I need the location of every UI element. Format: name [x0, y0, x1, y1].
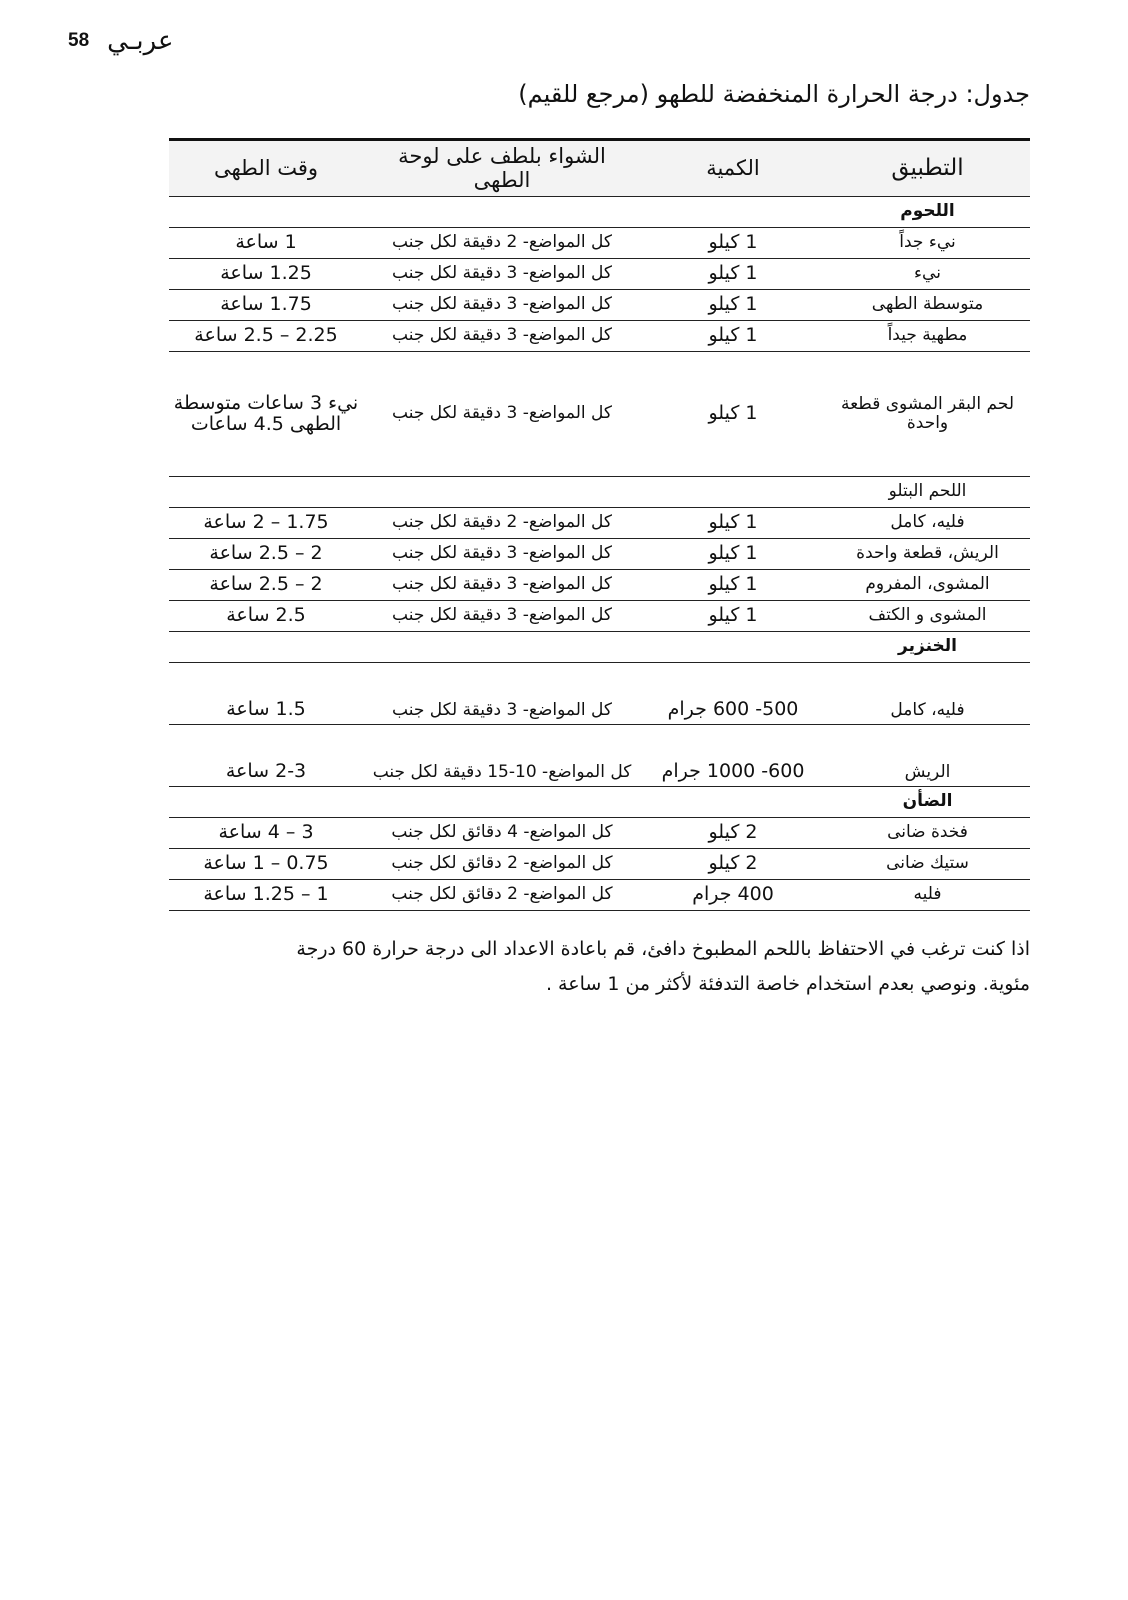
cell-cooking-time: 3 – 4 ساعة — [169, 818, 363, 849]
table-header-row — [169, 140, 1030, 197]
cell-cooking-time: 2.25 – 2.5 ساعة — [169, 321, 363, 352]
cell-cooking-time: 2 – 2.5 ساعة — [169, 570, 363, 601]
cell-searing: كل المواضع- 3 دقيقة لكل جنب — [363, 259, 641, 290]
table-row — [169, 228, 1030, 259]
table-row — [169, 849, 1030, 880]
cell-cooking-time: 1.75 – 2 ساعة — [169, 508, 363, 539]
cell-application: متوسطة الطهى — [825, 290, 1030, 321]
cell-application: فليه، كامل — [825, 508, 1030, 539]
cell-quantity: 600- 1000 جرام — [641, 725, 825, 787]
cell-searing: كل المواضع- 10-15 دقيقة لكل جنب — [363, 725, 641, 787]
section-label: اللحوم — [825, 197, 1030, 228]
empty-cell — [641, 632, 825, 663]
table-row — [169, 725, 1030, 787]
cell-cooking-time: 2.5 ساعة — [169, 601, 363, 632]
cell-quantity: 2 كيلو — [641, 849, 825, 880]
header-cooking-time: وقت الطهى — [169, 140, 363, 197]
cell-application: فليه، كامل — [825, 663, 1030, 725]
cell-searing: كل المواضع- 3 دقيقة لكل جنب — [363, 570, 641, 601]
cell-searing: كل المواضع- 3 دقيقة لكل جنب — [363, 290, 641, 321]
cell-application: فخدة ضانى — [825, 818, 1030, 849]
table-row — [169, 508, 1030, 539]
table-row — [169, 259, 1030, 290]
cell-quantity: 1 كيلو — [641, 352, 825, 477]
cell-quantity: 1 كيلو — [641, 259, 825, 290]
cell-application: نيء — [825, 259, 1030, 290]
table-row — [169, 290, 1030, 321]
footnote — [230, 932, 1030, 1002]
section-label: الخنزير — [825, 632, 1030, 663]
section-row — [169, 197, 1030, 228]
cell-searing: كل المواضع- 4 دقائق لكل جنب — [363, 818, 641, 849]
cell-cooking-time: 1 – 1.25 ساعة — [169, 880, 363, 911]
empty-cell — [641, 787, 825, 818]
table-row — [169, 352, 1030, 477]
header-searing: الشواء بلطف على لوحة الطهى — [363, 140, 641, 197]
section-row — [169, 787, 1030, 818]
cell-application: ستيك ضانى — [825, 849, 1030, 880]
empty-cell — [641, 477, 825, 508]
cell-quantity: 500- 600 جرام — [641, 663, 825, 725]
cell-quantity: 1 كيلو — [641, 228, 825, 259]
cell-cooking-time: 2-3 ساعة — [169, 725, 363, 787]
empty-cell — [641, 197, 825, 228]
empty-cell — [169, 632, 363, 663]
cell-quantity: 1 كيلو — [641, 570, 825, 601]
cell-application: الريش — [825, 725, 1030, 787]
cell-cooking-time: 1 ساعة — [169, 228, 363, 259]
cell-searing: كل المواضع- 2 دقائق لكل جنب — [363, 849, 641, 880]
cell-quantity: 1 كيلو — [641, 321, 825, 352]
header-quantity: الكمية — [641, 140, 825, 197]
cell-searing: كل المواضع- 3 دقيقة لكل جنب — [363, 321, 641, 352]
cell-searing: كل المواضع- 2 دقيقة لكل جنب — [363, 508, 641, 539]
table-row — [169, 601, 1030, 632]
table-body — [169, 197, 1030, 911]
cell-quantity: 400 جرام — [641, 880, 825, 911]
section-label: اللحم البتلو — [825, 477, 1030, 508]
cell-quantity: 2 كيلو — [641, 818, 825, 849]
cell-cooking-time: 1.25 ساعة — [169, 259, 363, 290]
table-title: جدول: درجة الحرارة المنخفضة للطهو (مرجع للقيم) — [518, 80, 1030, 108]
table-row — [169, 539, 1030, 570]
footnote-line-2: مئوية. ونوصي بعدم استخدام خاصة التدفئة لأكثر من 1 ساعة . — [545, 973, 1030, 996]
cell-quantity: 1 كيلو — [641, 539, 825, 570]
table-row — [169, 880, 1030, 911]
cell-application: المشوى و الكتف — [825, 601, 1030, 632]
cell-cooking-time: 1.5 ساعة — [169, 663, 363, 725]
cell-cooking-time: نيء 3 ساعات متوسطة الطهى 4.5 ساعات — [169, 352, 363, 477]
empty-cell — [169, 477, 363, 508]
cell-application: المشوى، المفروم — [825, 570, 1030, 601]
cell-searing: كل المواضع- 3 دقيقة لكل جنب — [363, 663, 641, 725]
cell-quantity: 1 كيلو — [641, 290, 825, 321]
cell-application: نيء جداً — [825, 228, 1030, 259]
header-application: التطبيق — [825, 140, 1030, 197]
cell-searing: كل المواضع- 3 دقيقة لكل جنب — [363, 539, 641, 570]
section-label: الضأن — [825, 787, 1030, 818]
cell-application: فليه — [825, 880, 1030, 911]
cell-quantity: 1 كيلو — [641, 508, 825, 539]
page-number: 58 — [68, 30, 90, 51]
language-label: عربـي — [107, 26, 174, 56]
cell-searing: كل المواضع- 2 دقائق لكل جنب — [363, 880, 641, 911]
cell-cooking-time: 2 – 2.5 ساعة — [169, 539, 363, 570]
cell-cooking-time: 1.75 ساعة — [169, 290, 363, 321]
cell-quantity: 1 كيلو — [641, 601, 825, 632]
empty-cell — [363, 477, 641, 508]
empty-cell — [169, 787, 363, 818]
table-row — [169, 818, 1030, 849]
cell-searing: كل المواضع- 2 دقيقة لكل جنب — [363, 228, 641, 259]
empty-cell — [363, 632, 641, 663]
section-row — [169, 632, 1030, 663]
page-header — [68, 26, 174, 56]
table-row — [169, 570, 1030, 601]
empty-cell — [363, 197, 641, 228]
table-row — [169, 321, 1030, 352]
empty-cell — [363, 787, 641, 818]
table-row — [169, 663, 1030, 725]
footnote-line-1: اذا كنت ترغب في الاحتفاظ باللحم المطبوخ دافئ، قم باعادة الاعداد الى درجة حرارة 60 درجة — [296, 938, 1030, 960]
cell-cooking-time: 0.75 – 1 ساعة — [169, 849, 363, 880]
cell-searing: كل المواضع- 3 دقيقة لكل جنب — [363, 352, 641, 477]
empty-cell — [169, 197, 363, 228]
cell-searing: كل المواضع- 3 دقيقة لكل جنب — [363, 601, 641, 632]
cell-application: الريش، قطعة واحدة — [825, 539, 1030, 570]
section-row — [169, 477, 1030, 508]
cell-application: لحم البقر المشوى قطعة واحدة — [825, 352, 1030, 477]
cell-application: مطهية جيداً — [825, 321, 1030, 352]
cooking-table — [169, 138, 1030, 911]
